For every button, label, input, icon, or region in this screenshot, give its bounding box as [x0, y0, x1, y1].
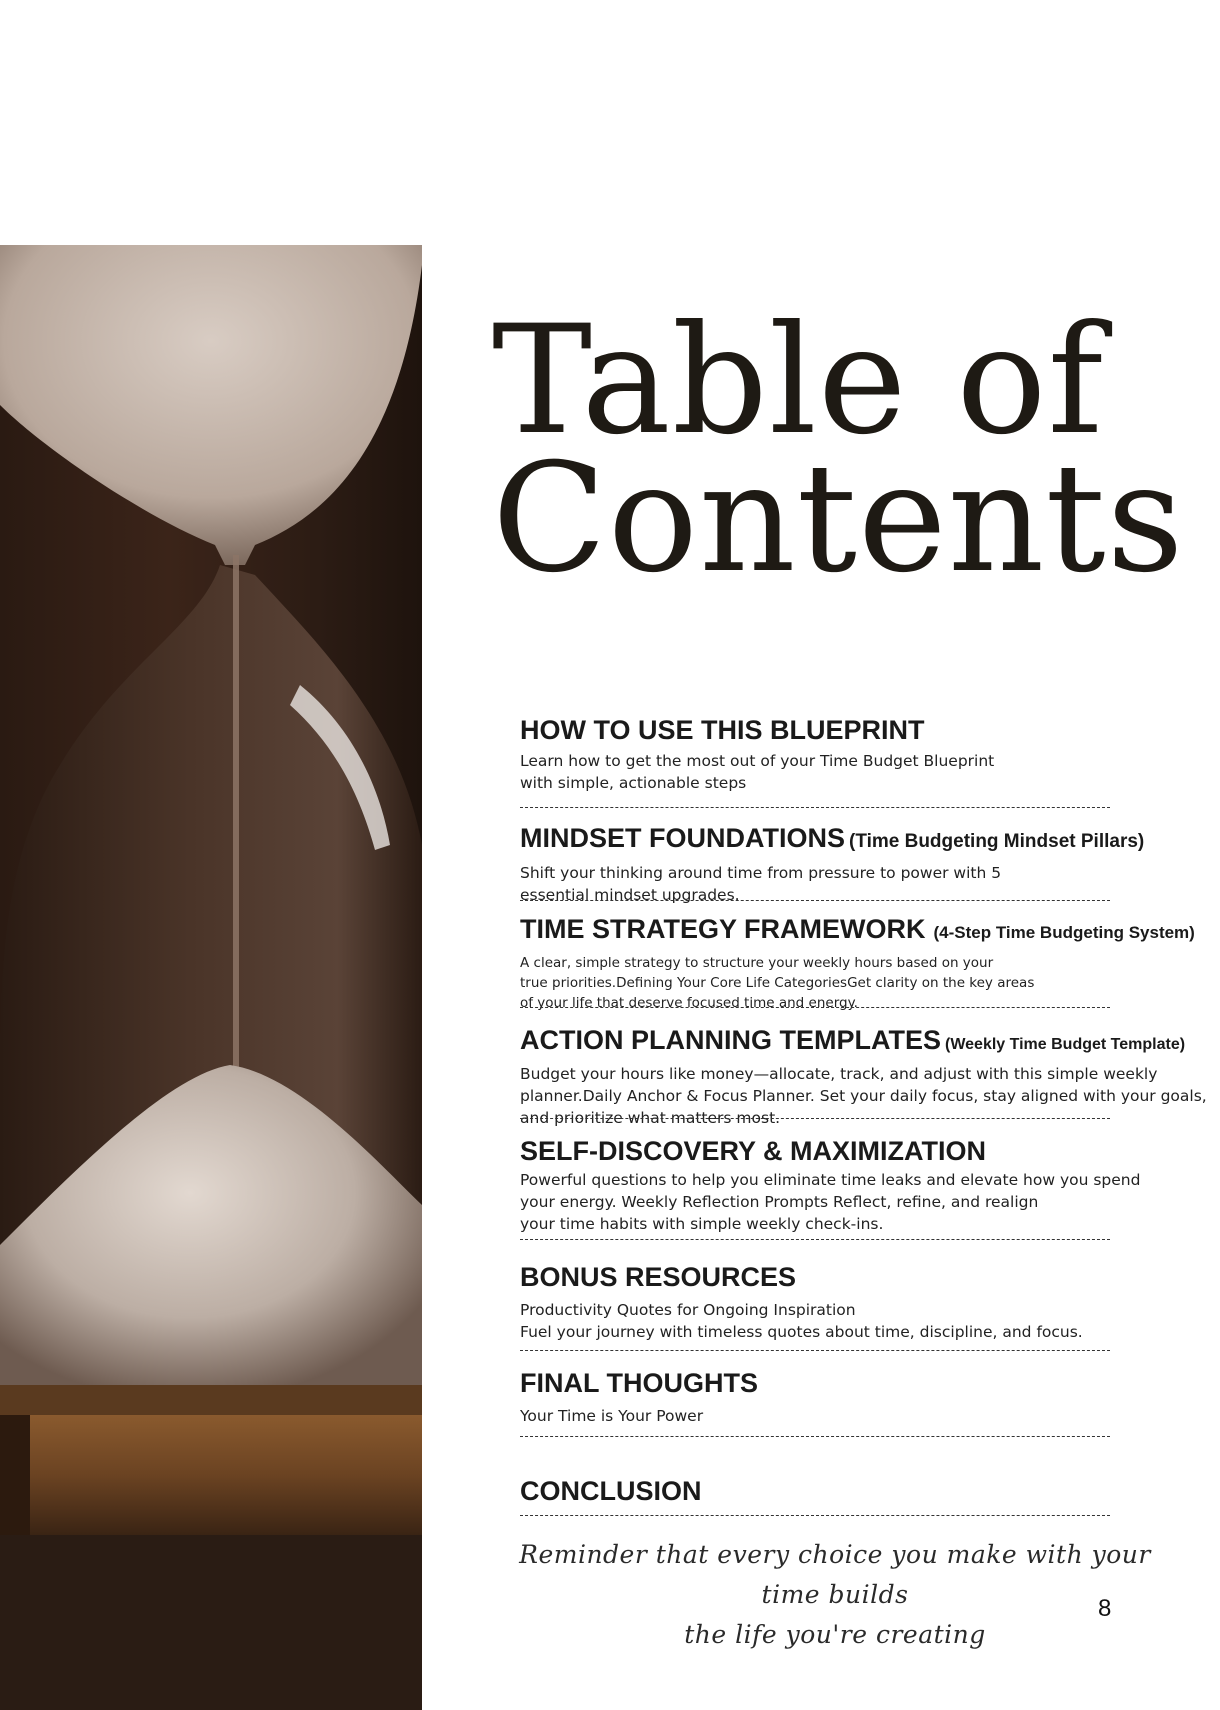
- toc-subtitle: (Weekly Time Budget Template): [945, 1036, 1186, 1053]
- title-line-1: Table of: [492, 294, 1105, 468]
- toc-heading: CONCLUSION: [520, 1476, 702, 1506]
- toc-heading: FINAL THOUGHTS: [520, 1368, 758, 1398]
- toc-description-line: Powerful questions to help you eliminate time leaks and elevate how you spend: [520, 1171, 1141, 1189]
- dashed-divider: [520, 1007, 1110, 1008]
- toc-entry-time-strategy[interactable]: [520, 913, 1210, 1013]
- toc-entry-conclusion[interactable]: [520, 1475, 1210, 1507]
- page-number: 8: [1098, 1595, 1112, 1622]
- reminder-line-1: Reminder that every choice you make with your time builds: [519, 1540, 1151, 1609]
- page-title: [492, 294, 1185, 606]
- dashed-divider: [520, 1239, 1110, 1240]
- toc-entry-final-thoughts[interactable]: [520, 1367, 1210, 1427]
- toc-description-line: essential mindset upgrades.: [520, 886, 740, 904]
- dashed-divider: [520, 900, 1110, 901]
- toc-description-line: A clear, simple strategy to structure your weekly hours based on your: [520, 955, 994, 971]
- toc-description-line: your energy. Weekly Reflection Prompts Reflect, refine, and realign: [520, 1193, 1039, 1211]
- reminder-line-2: the life you're creating: [684, 1620, 986, 1649]
- hourglass-photo: [0, 245, 422, 1710]
- reminder-quote: [495, 1535, 1175, 1655]
- toc-description-line: Shift your thinking around time from pressure to power with 5: [520, 864, 1002, 882]
- title-line-2: Contents: [492, 432, 1185, 606]
- toc-heading: TIME STRATEGY FRAMEWORK: [520, 914, 926, 944]
- toc-description-line: of your life that deserve focused time and energy.: [520, 995, 858, 1011]
- dashed-divider: [520, 1436, 1110, 1437]
- toc-heading: BONUS RESOURCES: [520, 1262, 797, 1292]
- toc-entry-action-planning[interactable]: [520, 1024, 1210, 1129]
- toc-description-line: with simple, actionable steps: [520, 774, 747, 792]
- toc-description-line: Productivity Quotes for Ongoing Inspiration: [520, 1301, 856, 1319]
- toc-entry-mindset-foundations[interactable]: [520, 822, 1210, 906]
- toc-heading: MINDSET FOUNDATIONS: [520, 823, 845, 853]
- toc-description-line: your time habits with simple weekly check-ins.: [520, 1215, 884, 1233]
- toc-entry-how-to-use[interactable]: [520, 714, 1210, 794]
- toc-description-line: planner.Daily Anchor & Focus Planner. Set your daily focus, stay aligned with your goals,: [520, 1087, 1207, 1105]
- dashed-divider: [520, 1118, 1110, 1119]
- toc-description-line: Learn how to get the most out of your Time Budget Blueprint: [520, 752, 995, 770]
- toc-heading: ACTION PLANNING TEMPLATES: [520, 1025, 941, 1055]
- toc-description-line: Fuel your journey with timeless quotes about time, discipline, and focus.: [520, 1323, 1083, 1341]
- toc-description-line: true priorities.Defining Your Core Life CategoriesGet clarity on the key areas: [520, 975, 1035, 991]
- toc-entry-self-discovery[interactable]: [520, 1135, 1210, 1235]
- toc-description-line: Your Time is Your Power: [520, 1407, 704, 1425]
- toc-subtitle: (Time Budgeting Mindset Pillars): [849, 831, 1145, 852]
- hourglass-illustration: [0, 245, 422, 1710]
- toc-subtitle: (4-Step Time Budgeting System): [933, 923, 1195, 942]
- dashed-divider: [520, 807, 1110, 808]
- dashed-divider: [520, 1515, 1110, 1516]
- toc-description-line: Budget your hours like money—allocate, track, and adjust with this simple weekly: [520, 1065, 1158, 1083]
- toc-heading: HOW TO USE THIS BLUEPRINT: [520, 715, 925, 745]
- dashed-divider: [520, 1350, 1110, 1351]
- toc-entry-bonus-resources[interactable]: [520, 1261, 1210, 1343]
- toc-heading: SELF-DISCOVERY & MAXIMIZATION: [520, 1136, 987, 1166]
- toc-description-line: and prioritize what matters most.: [520, 1109, 781, 1127]
